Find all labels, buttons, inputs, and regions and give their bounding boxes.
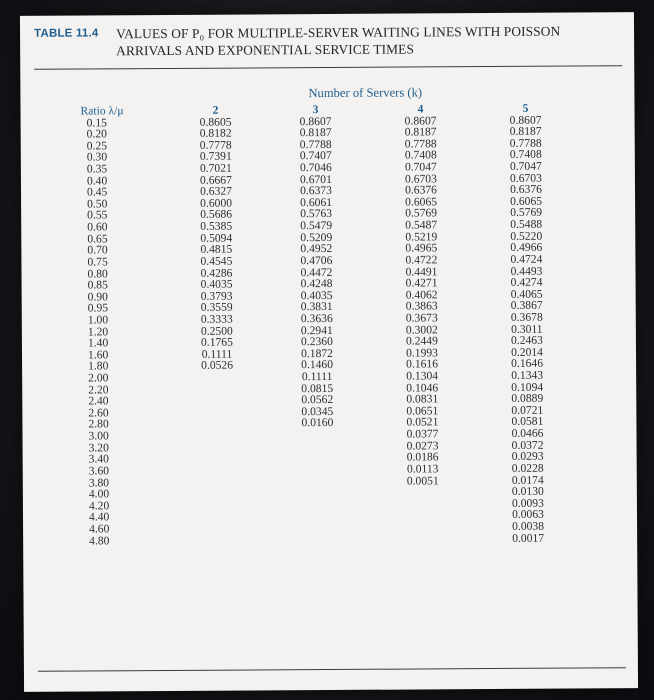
table-cell: 0.4065 xyxy=(510,287,543,301)
table-cell: 0.6376 xyxy=(510,182,542,197)
table-cell: 0.8607 xyxy=(509,113,542,127)
table-cell: 0.8182 xyxy=(199,126,232,141)
table-cell: 0.0174 xyxy=(511,473,544,487)
ratio-column xyxy=(80,105,126,546)
servers-3-values xyxy=(291,116,343,430)
table-cell: 0.0521 xyxy=(406,415,439,429)
table-title xyxy=(116,22,616,59)
table-cell: 2.00 xyxy=(88,371,109,385)
table-cell: 0.75 xyxy=(87,255,108,269)
table-cell: 0.0093 xyxy=(511,496,544,510)
table-cell: 0.1111 xyxy=(301,369,333,384)
servers-2-values xyxy=(191,116,243,372)
ratio-heading: Ratio λ/μ xyxy=(80,104,124,118)
table-cell: 0.4493 xyxy=(510,264,543,278)
table-cell: 0.7407 xyxy=(299,149,332,163)
table-cell: 0.7778 xyxy=(199,138,232,152)
table-label: TABLE 11.4 xyxy=(34,27,99,40)
table-cell: 0.5385 xyxy=(200,219,233,233)
table-cell: 0.3333 xyxy=(200,312,233,326)
table-cell: 3.00 xyxy=(88,429,109,443)
table-cell: 0.0228 xyxy=(511,461,544,475)
table-cell: 0.4545 xyxy=(200,254,233,268)
bottom-rule xyxy=(38,667,626,672)
table-cell: 0.0815 xyxy=(301,381,334,395)
table-cell: 0.5479 xyxy=(300,219,333,233)
table-cell: 0.0113 xyxy=(406,462,439,476)
servers-5-values xyxy=(501,114,554,544)
table-cell: 0.7021 xyxy=(199,161,232,175)
table-cell: 0.55 xyxy=(87,208,108,222)
table-cell: 0.2463 xyxy=(510,333,543,348)
table-cell: 0.5094 xyxy=(200,231,233,245)
table-cell: 1.60 xyxy=(87,348,109,362)
table-cell: 0.3011 xyxy=(511,322,543,336)
table-cell: 0.6061 xyxy=(300,195,333,210)
table-cell: 0.7408 xyxy=(404,148,437,162)
table-cell: 3.20 xyxy=(88,441,109,455)
table-cell: 0.4248 xyxy=(300,277,333,291)
table-cell: 0.50 xyxy=(87,197,108,211)
table-cell: 0.7788 xyxy=(509,136,542,150)
table-cell: 0.0526 xyxy=(201,358,234,373)
table-cell: 0.85 xyxy=(87,278,108,292)
table-cell: 0.6376 xyxy=(405,183,437,197)
table-cell: 2.20 xyxy=(88,382,109,397)
table-cell: 0.2449 xyxy=(405,334,438,348)
servers-5-column xyxy=(500,103,553,544)
table-cell: 0.1304 xyxy=(406,369,439,383)
table-cell: 0.6065 xyxy=(405,195,438,209)
table-cell: 0.6703 xyxy=(404,171,437,186)
table-cell: 0.4274 xyxy=(510,275,543,290)
table-cell: 0.7788 xyxy=(404,137,437,151)
table-cell: 0.80 xyxy=(87,266,108,281)
table-cell: 0.1872 xyxy=(301,346,333,360)
table-cell: 0.0063 xyxy=(512,508,544,522)
table-cell: 0.5209 xyxy=(300,230,333,244)
servers-5-heading: 5 xyxy=(522,101,529,115)
table-cell: 0.0372 xyxy=(511,438,544,452)
table-cell: 0.90 xyxy=(87,290,108,304)
table-cell: 0.5769 xyxy=(510,206,543,220)
table-cell: 0.8187 xyxy=(299,126,332,140)
table-cell: 0.0581 xyxy=(511,415,544,429)
table-cell: 0.0017 xyxy=(512,531,545,545)
servers-heading: Number of Servers (k) xyxy=(308,85,423,101)
table-cell: 0.35 xyxy=(86,162,108,176)
table-cell: 0.3673 xyxy=(405,311,438,325)
table-cell: 0.1646 xyxy=(511,357,544,371)
servers-3-column xyxy=(290,104,342,429)
table-cell: 0.8605 xyxy=(199,115,232,129)
table-cell: 0.0273 xyxy=(406,439,439,453)
table-cell: 0.4815 xyxy=(200,242,233,257)
table-cell: 0.6701 xyxy=(299,172,332,186)
table-cell: 0.4271 xyxy=(405,276,438,290)
table-cell: 0.0160 xyxy=(301,416,334,430)
table-cell: 0.0130 xyxy=(511,484,544,498)
table-cell: 0.25 xyxy=(86,139,108,153)
table-cell: 0.0831 xyxy=(406,392,439,406)
table-cell: 1.40 xyxy=(87,336,109,350)
table-cell: 0.0889 xyxy=(511,391,544,406)
table-cell: 0.5488 xyxy=(510,217,543,231)
servers-2-heading: 2 xyxy=(212,103,219,117)
table-cell: 0.40 xyxy=(86,174,108,188)
table-heading xyxy=(34,22,624,59)
table-cell: 0.0651 xyxy=(406,404,439,418)
table-cell: 0.5219 xyxy=(405,230,438,244)
table-cell: 0.0038 xyxy=(512,519,545,533)
textbook-page xyxy=(20,12,638,692)
table-cell: 0.6703 xyxy=(509,171,542,185)
table-cell: 0.5763 xyxy=(300,207,333,221)
table-cell: 0.1460 xyxy=(301,358,334,372)
table-cell: 0.2360 xyxy=(300,335,333,349)
table-cell: 0.0345 xyxy=(301,404,334,419)
table-cell: 0.1765 xyxy=(200,335,233,349)
table-cell: 0.0466 xyxy=(511,426,544,440)
table-cell: 0.3831 xyxy=(300,300,333,314)
table-cell: 0.1343 xyxy=(511,368,544,382)
table-cell: 0.45 xyxy=(86,185,108,199)
table-cell: 0.65 xyxy=(87,232,108,246)
table-cell: 0.4491 xyxy=(405,264,438,279)
table-cell: 0.70 xyxy=(87,243,108,257)
table-cell: 0.5769 xyxy=(405,206,438,221)
servers-4-column xyxy=(395,103,447,486)
table-cell: 0.7408 xyxy=(509,148,542,162)
table-cell: 0.7788 xyxy=(299,137,332,152)
table-cell: 0.5487 xyxy=(405,218,438,232)
table-cell: 3.60 xyxy=(88,464,110,478)
table-cell: 0.2500 xyxy=(200,324,233,338)
table-cell: 0.4286 xyxy=(200,266,233,280)
table-cell: 0.6065 xyxy=(510,194,543,208)
table-cell: 0.6373 xyxy=(300,184,332,198)
table-cell: 0.7047 xyxy=(509,159,542,173)
table-cell: 0.4952 xyxy=(300,242,333,256)
table-cell: 4.00 xyxy=(88,487,110,501)
servers-3-heading: 3 xyxy=(312,103,319,117)
table-cell: 0.5686 xyxy=(200,208,233,222)
table-cell: 1.00 xyxy=(87,313,109,327)
servers-4-values xyxy=(396,115,448,487)
table-cell: 0.0377 xyxy=(406,427,439,441)
table-cell: 0.1111 xyxy=(201,347,233,361)
servers-2-column xyxy=(190,105,242,372)
table-cell: 0.3559 xyxy=(200,300,233,315)
table-cell: 0.7047 xyxy=(404,160,437,174)
table-cell: 4.60 xyxy=(89,522,110,536)
table-title-line-1: VALUES OF P₀ FOR MULTIPLE-SERVER WAITING LINES WITH POISSON xyxy=(116,23,561,42)
table-cell: 0.1094 xyxy=(511,380,544,394)
table-cell: 0.2014 xyxy=(511,345,543,359)
table-cell: 0.4035 xyxy=(300,288,333,302)
table-cell: 0.7391 xyxy=(199,150,232,164)
table-cell: 0.15 xyxy=(86,115,107,130)
table-cell: 0.4472 xyxy=(300,265,333,279)
table-cell: 4.80 xyxy=(89,533,110,548)
table-cell: 2.40 xyxy=(88,394,109,408)
table-cell: 0.4035 xyxy=(200,277,233,291)
table-cell: 0.3678 xyxy=(510,310,543,324)
table-title-line-2: ARRIVALS AND EXPONENTIAL SERVICE TIMES xyxy=(116,41,415,59)
table-cell: 0.6667 xyxy=(199,173,232,187)
table-cell: 0.6000 xyxy=(200,196,233,210)
table-cell: 0.7046 xyxy=(299,161,332,175)
table-cell: 0.1616 xyxy=(406,357,439,371)
table-cell: 0.20 xyxy=(86,127,108,141)
table-cell: 0.5220 xyxy=(510,229,543,243)
table-cell: 0.0293 xyxy=(511,449,544,464)
table-cell: 2.80 xyxy=(88,417,109,431)
table-cell: 0.8607 xyxy=(404,113,437,128)
table-cell: 0.4966 xyxy=(510,241,543,255)
table-cell: 0.4706 xyxy=(300,253,333,268)
table-cell: 2.60 xyxy=(88,406,109,420)
top-rule xyxy=(34,65,622,70)
table-cell: 0.3636 xyxy=(300,311,333,326)
table-cell: 0.3867 xyxy=(510,299,543,313)
table-cell: 4.20 xyxy=(88,499,110,513)
table-cell: 0.3863 xyxy=(405,299,438,313)
table-cell: 4.40 xyxy=(88,510,110,524)
table-cell: 0.1046 xyxy=(406,380,439,395)
table-cell: 3.80 xyxy=(88,475,110,489)
table-cell: 0.60 xyxy=(87,220,108,234)
table-cell: 1.20 xyxy=(87,324,109,339)
table-cell: 0.6327 xyxy=(200,184,232,199)
table-cell: 0.30 xyxy=(86,150,108,164)
table-cell: 0.2941 xyxy=(300,323,333,337)
table-cell: 0.8187 xyxy=(509,124,542,139)
table-cell: 3.40 xyxy=(88,452,109,466)
table-cell: 0.4965 xyxy=(405,241,438,255)
table-cell: 0.3793 xyxy=(200,289,233,303)
table-cell: 0.0562 xyxy=(301,393,334,407)
table-cell: 0.0186 xyxy=(406,450,439,464)
table-cell: 0.0051 xyxy=(406,473,439,488)
table-cell: 0.3002 xyxy=(405,322,438,337)
table-cell: 0.8187 xyxy=(404,125,437,139)
ratio-values xyxy=(81,117,127,547)
table-cell: 0.8607 xyxy=(299,114,332,128)
servers-4-heading: 4 xyxy=(417,102,424,116)
table-cell: 1.80 xyxy=(88,359,109,373)
table-cell: 0.4062 xyxy=(405,288,438,302)
table-cell: 0.4724 xyxy=(510,252,543,266)
table-cell: 0.4722 xyxy=(405,253,438,267)
table-cell: 0.95 xyxy=(87,301,109,315)
table-cell: 0.0721 xyxy=(511,403,544,417)
table-cell: 0.1993 xyxy=(406,346,438,360)
